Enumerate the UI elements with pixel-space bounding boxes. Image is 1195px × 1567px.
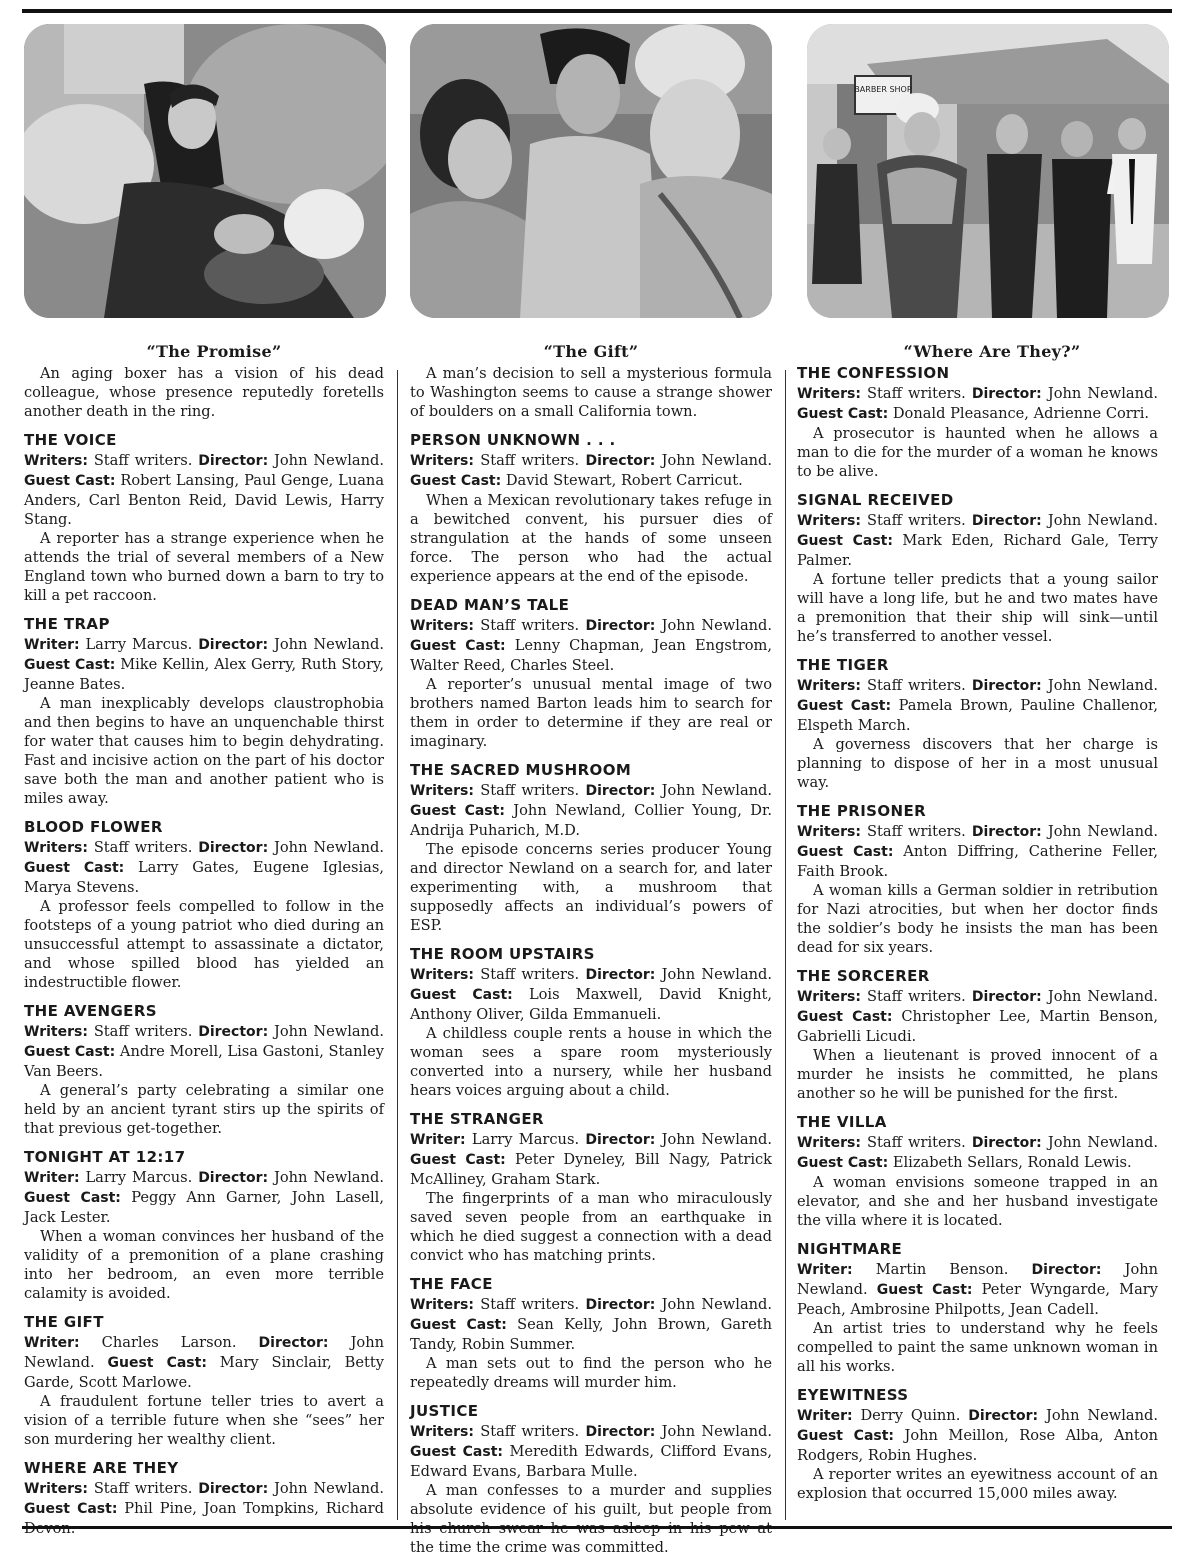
episode-description: When a lieutenant is proved innocent of a murder he insists he committed, he plans another so he will be punished for the first. — [797, 1047, 1158, 1102]
episode-description: An artist tries to understand why he feels compelled to paint the same unknown woman in all his works. — [797, 1320, 1158, 1375]
episode-title: THE VOICE — [24, 431, 117, 449]
episode-description: The fingerprints of a man who miraculously saved seven people from an earthquake in which he died suggest a connection with a dead convict who has matching prints. — [410, 1190, 772, 1264]
episode-credits: Writer: Martin Benson. Director: John Newland. Guest Cast: Peter Wyngarde, Mary Peach, Ambrosine Philpotts, Jean Cadell. — [797, 1261, 1159, 1318]
episode-credits: Writers: Staff writers. Director: John Newland. Guest Cast: Robert Lansing, Paul Genge, Luana Anders, Carl Benton Reid, David Lewis, Harry Stang. — [24, 452, 385, 528]
caption-the-gift: “The Gift” — [543, 342, 639, 361]
episode-entry — [797, 364, 1158, 481]
column-2-intro: A man’s decision to sell a mysterious formula to Washington seems to cause a strange shower of boulders on a small California town. — [410, 365, 772, 420]
column-2 — [410, 364, 772, 1567]
episode-credits: Writers: Staff writers. Director: John Newland. Guest Cast: Anton Diffring, Catherine Feller, Faith Brook. — [797, 823, 1159, 880]
episode-credits: Writers: Staff writers. Director: John Newland. Guest Cast: Mark Eden, Richard Gale, Terry Palmer. — [797, 512, 1159, 569]
episode-title: THE CONFESSION — [797, 364, 950, 382]
photo-the-promise — [24, 24, 386, 318]
episode-title: THE FACE — [410, 1275, 493, 1293]
episode-credits: Writers: Staff writers. Director: John Newland. Guest Cast: Elizabeth Sellars, Ronald Lewis. — [797, 1134, 1159, 1171]
episode-title: THE SORCERER — [797, 967, 930, 985]
episode-description: A fortune teller predicts that a young sailor will have a long life, but he and two mates have a premonition that their ship will sink—until he’s transferred to another vessel. — [797, 571, 1158, 645]
episode-title: SIGNAL RECEIVED — [797, 491, 954, 509]
episode-title: THE GIFT — [24, 1313, 104, 1331]
episode-entry — [24, 1313, 384, 1449]
barber-shop-sign: BARBER SHOP — [854, 85, 912, 94]
episode-description: A governess discovers that her charge is planning to dispose of her in a most unusual way. — [797, 736, 1158, 791]
episode-credits: Writers: Staff writers. Director: John Newland. Guest Cast: John Newland, Collier Young, Dr. Andrija Puharich, M.D. — [410, 782, 773, 839]
episode-entry — [797, 1386, 1158, 1503]
column-3 — [797, 364, 1158, 1513]
episode-entry — [24, 1148, 384, 1303]
episode-title: THE VILLA — [797, 1113, 887, 1131]
episode-title: THE TIGER — [797, 656, 889, 674]
photo-the-promise-image — [24, 24, 386, 318]
episode-title: THE SACRED MUSHROOM — [410, 761, 632, 779]
episode-entry — [797, 656, 1158, 792]
episode-entry — [410, 431, 772, 586]
episode-entry — [797, 1113, 1158, 1230]
photo-where-are-they-image — [807, 24, 1169, 318]
episode-title: TONIGHT AT 12:17 — [24, 1148, 186, 1166]
column-1-intro: An aging boxer has a vision of his dead colleague, whose presence reputedly foretells another death in the ring. — [24, 365, 384, 420]
episode-credits: Writer: Charles Larson. Director: John Newland. Guest Cast: Mary Sinclair, Betty Garde, Scott Marlowe. — [24, 1334, 384, 1391]
episode-entry — [410, 1110, 772, 1265]
episode-credits: Writers: Staff writers. Director: John Newland. Guest Cast: Donald Pleasance, Adrienne Corri. — [797, 385, 1159, 422]
bottom-rule — [22, 1526, 1172, 1529]
episode-title: THE ROOM UPSTAIRS — [410, 945, 595, 963]
episode-credits: Writers: Staff writers. Director: John Newland. Guest Cast: Meredith Edwards, Clifford Evans, Edward Evans, Barbara Mulle. — [410, 1423, 773, 1480]
episode-description: When a woman convinces her husband of the validity of a premonition of a plane crashing into her bedroom, an even more terrible calamity is avoided. — [24, 1228, 384, 1302]
photo-where-are-they — [807, 24, 1169, 318]
episode-title: EYEWITNESS — [797, 1386, 909, 1404]
episode-entry — [410, 596, 772, 751]
photo-row — [0, 24, 1195, 364]
episode-credits: Writer: Derry Quinn. Director: John Newland. Guest Cast: John Meillon, Rose Alba, Anton Rodgers, Robin Hughes. — [797, 1407, 1158, 1464]
episode-title: DEAD MAN’S TALE — [410, 596, 570, 614]
episode-entry — [24, 1002, 384, 1138]
episode-description: A woman kills a German soldier in retribution for Nazi atrocities, but when her doctor finds the soldier’s body he insists the man has been dead for six years. — [797, 882, 1158, 956]
episode-entry — [24, 615, 384, 808]
episode-title: PERSON UNKNOWN . . . — [410, 431, 616, 449]
episode-description: A reporter’s unusual mental image of two brothers named Barton leads him to search for them in order to determine if they are real or imaginary. — [410, 676, 772, 750]
photo-the-gift-image — [410, 24, 772, 318]
episode-description: A man confesses to a murder and supplies absolute evidence of his guilt, but people from the time the crime was committed. — [410, 1482, 772, 1556]
episode-credits: Writers: Staff writers. Director: John Newland. Guest Cast: Lois Maxwell, David Knight, Anthony Oliver, Gilda Emmanueli. — [410, 966, 773, 1023]
photo-the-gift — [410, 24, 772, 318]
episode-entry — [797, 491, 1158, 646]
episode-description: When a Mexican revolutionary takes refuge in a bewitched convent, his pursuer dies of strangulation at the hands of some unseen force. The person who had the actual experience appears at the end of the episode. — [410, 492, 772, 585]
episode-credits: Writers: Staff writers. Director: John Newland. Guest Cast: Sean Kelly, John Brown, Gareth Tandy, Robin Summer. — [410, 1296, 773, 1353]
episode-description: A fraudulent fortune teller tries to avert a vision of a terrible future when she “sees” her son murdering her wealthy client. — [24, 1393, 384, 1448]
episode-entry — [410, 1402, 772, 1557]
episode-title: JUSTICE — [410, 1402, 479, 1420]
episode-credits: Writers: Staff writers. Director: John Newland. Guest Cast: Phil Pine, Joan Tompkins, Richard — [24, 1480, 385, 1517]
top-rule — [22, 9, 1172, 13]
column-divider — [785, 370, 786, 1520]
episode-description: A man sets out to find the person who he repeatedly dreams will murder him. — [410, 1355, 772, 1391]
episode-credits: Writers: Staff writers. Director: John Newland. Guest Cast: Larry Gates, Eugene Iglesias, Marya Stevens. — [24, 839, 385, 896]
episode-description: The episode concerns series producer Young and director Newland on a search for, and later experimenting with, a mushroom that supposedly affects an individual’s powers of ESP. — [410, 841, 772, 934]
column-divider — [397, 370, 398, 1520]
episode-description: A professor feels compelled to follow in the footsteps of a young patriot who died during an unsuccessful attempt to assassinate a dictator, and whose spilled blood has yielded an indestructible flower. — [24, 898, 384, 991]
episode-title: NIGHTMARE — [797, 1240, 903, 1258]
episode-description: A prosecutor is haunted when he allows a man to die for the murder of a woman he knows to be alive. — [797, 425, 1158, 480]
column-1 — [24, 364, 384, 1548]
episode-entry — [24, 818, 384, 992]
episode-entry — [24, 431, 384, 605]
episode-title: THE AVENGERS — [24, 1002, 157, 1020]
episode-description: A man inexplicably develops claustrophobia and then begins to have an unquenchable thirst for water that causes him to begin dehydrating. Fast and incisive action on the part of his doctor save both the man and another patient who is miles away. — [24, 695, 384, 807]
episode-entry — [797, 1240, 1158, 1376]
episode-description: A general’s party celebrating a similar one held by an ancient tyrant stirs up the spirits of that previous get-together. — [24, 1082, 384, 1137]
episode-credits: Writer: Larry Marcus. Director: John Newland. Guest Cast: Peter Dyneley, Bill Nagy, Patrick McAlliney, Graham Stark. — [410, 1131, 773, 1188]
episode-description: A reporter writes an eyewitness account of an explosion that occurred 15,000 miles away. — [797, 1466, 1158, 1502]
episode-credits: Writers: Staff writers. Director: John Newland. Guest Cast: Andre Morell, Lisa Gastoni, Stanley Van Beers. — [24, 1023, 385, 1080]
episode-title: THE TRAP — [24, 615, 110, 633]
caption-where-are-they: “Where Are They?” — [903, 342, 1081, 361]
episode-credits: Writer: Larry Marcus. Director: John Newland. Guest Cast: Peggy Ann Garner, John Lasell, Jack Lester. — [24, 1169, 384, 1226]
episode-entry — [410, 945, 772, 1100]
episode-entry — [797, 967, 1158, 1103]
episode-title: THE PRISONER — [797, 802, 927, 820]
episode-description: A childless couple rents a house in which the woman sees a spare room mysteriously converted into a nursery, while her husband hears voices arguing about a child. — [410, 1025, 772, 1099]
episode-credits: Writers: Staff writers. Director: John Newland. Guest Cast: Pamela Brown, Pauline Challenor, Elspeth March. — [797, 677, 1159, 734]
episode-description: A woman envisions someone trapped in an elevator, and she and her husband investigate the villa where it is located. — [797, 1174, 1158, 1229]
episode-entry — [410, 1275, 772, 1392]
episode-title: THE STRANGER — [410, 1110, 544, 1128]
episode-title: BLOOD FLOWER — [24, 818, 163, 836]
episode-title: WHERE ARE THEY — [24, 1459, 179, 1477]
episode-description: A reporter has a strange experience when he attends the trial of several members of a New England town who burned down a barn to try to kill a pet raccoon. — [24, 530, 384, 604]
episode-entry — [797, 802, 1158, 957]
episode-credits: Writers: Staff writers. Director: John Newland. Guest Cast: Lenny Chapman, Jean Engstrom, Walter Reed, Charles Steel. — [410, 617, 773, 674]
episode-credits: Writers: Staff writers. Director: John Newland. Guest Cast: David Stewart, Robert Carricut. — [410, 452, 773, 489]
episode-credits: Writer: Larry Marcus. Director: John Newland. Guest Cast: Mike Kellin, Alex Gerry, Ruth Story, Jeanne Bates. — [24, 636, 384, 693]
episode-credits: Writers: Staff writers. Director: John Newland. Guest Cast: Christopher Lee, Martin Benson, Gabrielli Licudi. — [797, 988, 1159, 1045]
episode-entry — [410, 761, 772, 935]
caption-the-promise: “The Promise” — [146, 342, 282, 361]
